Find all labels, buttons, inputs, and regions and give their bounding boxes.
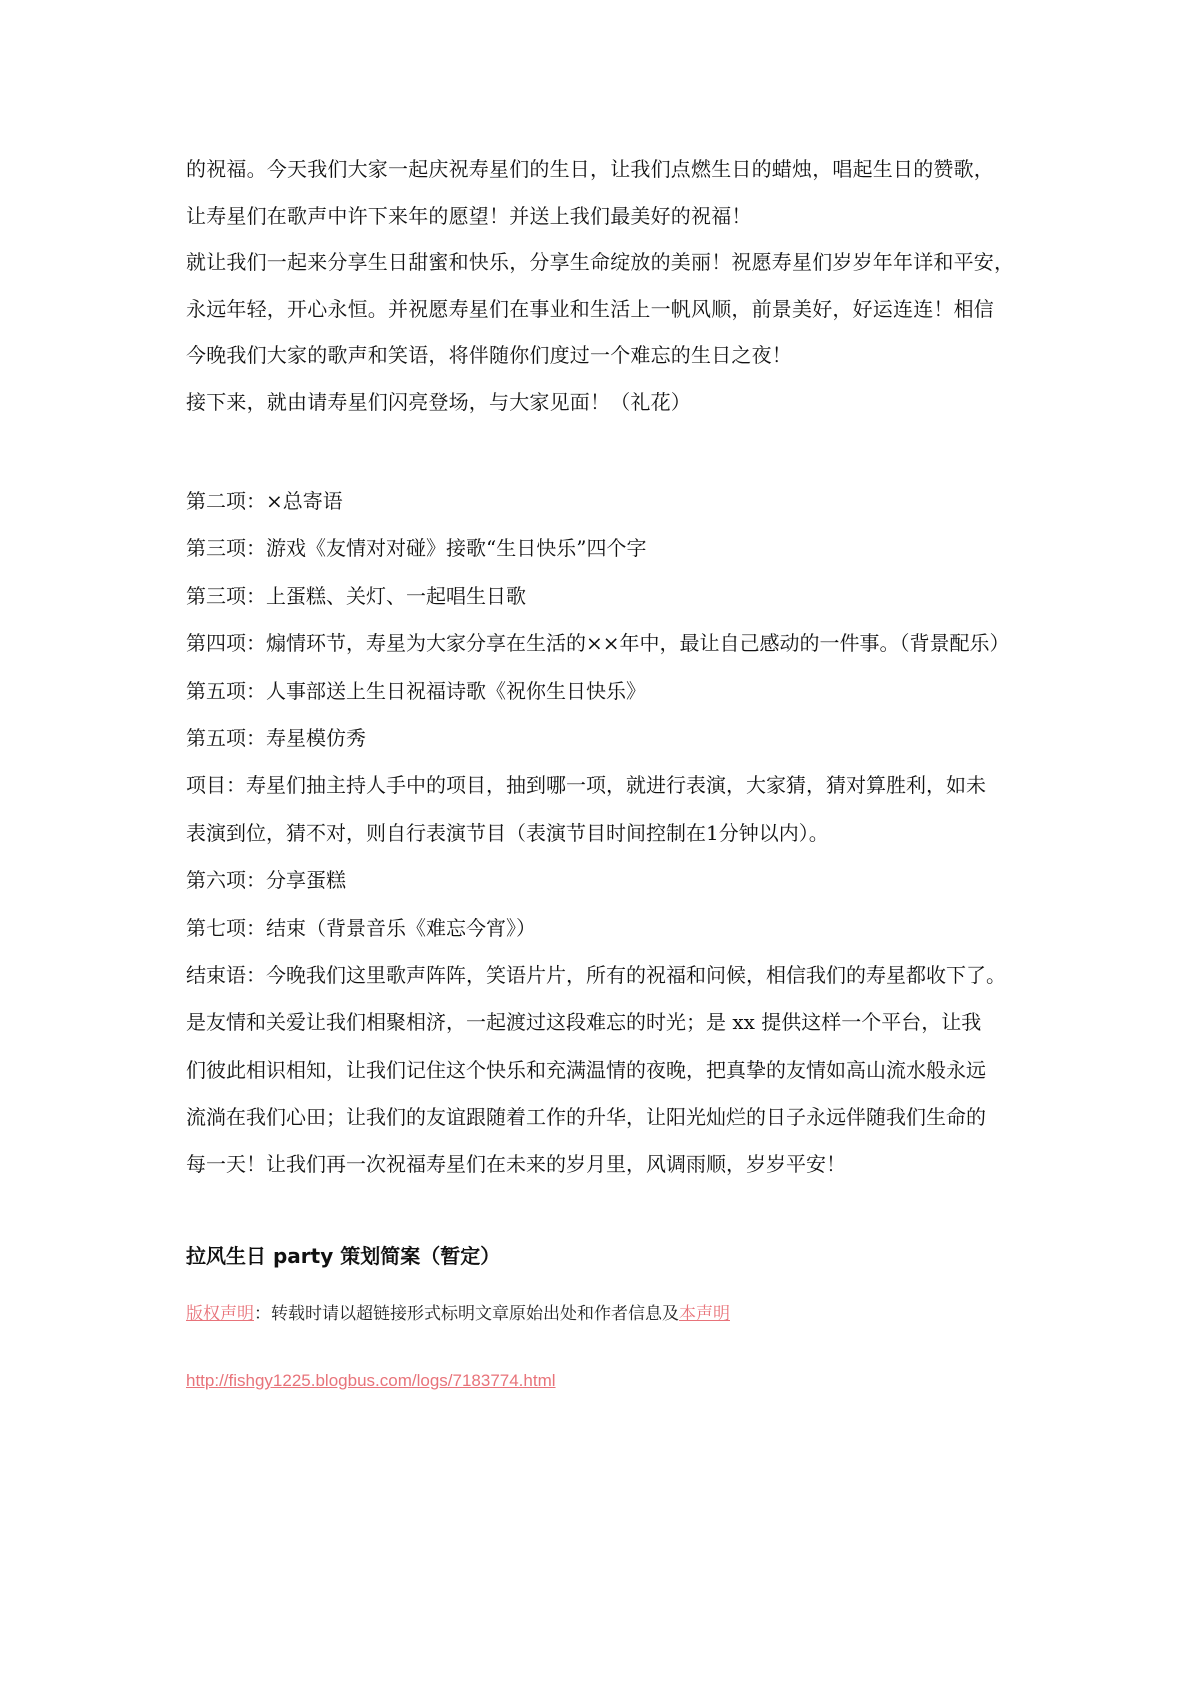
program-item: 第四项：煽情环节，寿星为大家分享在生活的××年中，最让自己感动的一件事。（背景配乐） [186, 631, 1010, 656]
program-item: 第二项：×总寄语 [186, 489, 343, 513]
text-line: 接下来，就由请寿星们闪亮登场，与大家见面！（礼花） [186, 389, 691, 414]
copyright-text: ：转载时请以超链接形式标明文章原始出处和作者信息及 [254, 1304, 679, 1324]
program-item: 第七项：结束（背景音乐《难忘今宵》） [186, 915, 536, 940]
text-line: 的祝福。今天我们大家一起庆祝寿星们的生日，让我们点燃生日的蜡烛，唱起生日的赞歌， [186, 157, 994, 181]
program-list [186, 478, 1028, 1189]
article-title: 拉风生日 party 策划简案（暂定） [186, 1244, 501, 1268]
closing-line: 们彼此相识相知，让我们记住这个快乐和充满温情的夜晚，把真挚的友情如高山流水般永远 [186, 1057, 986, 1082]
copyright-notice [186, 1301, 730, 1327]
closing-line: 流淌在我们心田；让我们的友谊跟随着工作的升华，让阳光灿烂的日子永远伴随我们生命的 [186, 1105, 986, 1130]
program-item: 第五项：寿星模仿秀 [186, 725, 366, 750]
program-item: 第五项：人事部送上生日祝福诗歌《祝你生日快乐》 [186, 678, 646, 703]
program-item: 第三项：上蛋糕、关灯、一起唱生日歌 [186, 583, 526, 608]
program-item: 项目：寿星们抽主持人手中的项目，抽到哪一项，就进行表演，大家猜，猜对算胜利，如未 [186, 773, 986, 798]
text-line: 今晚我们大家的歌声和笑语，将伴随你们度过一个难忘的生日之夜！ [186, 343, 792, 367]
closing-line: 是友情和关爱让我们相聚相济，一起渡过这段难忘的时光；是 xx 提供这样一个平台，让我 [186, 1010, 982, 1035]
text-line: 就让我们一起来分享生日甜蜜和快乐，分享生命绽放的美丽！祝愿寿星们岁岁年年详和平安， [186, 250, 1015, 274]
source-url-link[interactable]: http://fishgy1225.blogbus.com/logs/7183774.html [186, 1371, 556, 1390]
statement-link[interactable]: 本声明 [679, 1304, 730, 1324]
text-line: 永远年轻，开心永恒。并祝愿寿星们在事业和生活上一帆风顺，前景美好，好运连连！相信 [186, 296, 994, 321]
intro-paragraph [186, 146, 1028, 425]
closing-line: 每一天！让我们再一次祝福寿星们在未来的岁月里，风调雨顺，岁岁平安！ [186, 1152, 846, 1177]
closing-line: 结束语：今晚我们这里歌声阵阵，笑语片片，所有的祝福和问候，相信我们的寿星都收下了。 [186, 962, 1006, 987]
program-item: 第六项：分享蛋糕 [186, 868, 346, 893]
text-line: 让寿星们在歌声中许下来年的愿望！并送上我们最美好的祝福！ [186, 203, 752, 228]
program-item: 第三项：游戏《友情对对碰》接歌“生日快乐”四个字 [186, 536, 647, 561]
program-item: 表演到位，猜不对，则自行表演节目（表演节目时间控制在1分钟以内）。 [186, 820, 829, 845]
source-url-row [186, 1368, 556, 1394]
copyright-link[interactable]: 版权声明 [186, 1304, 254, 1324]
